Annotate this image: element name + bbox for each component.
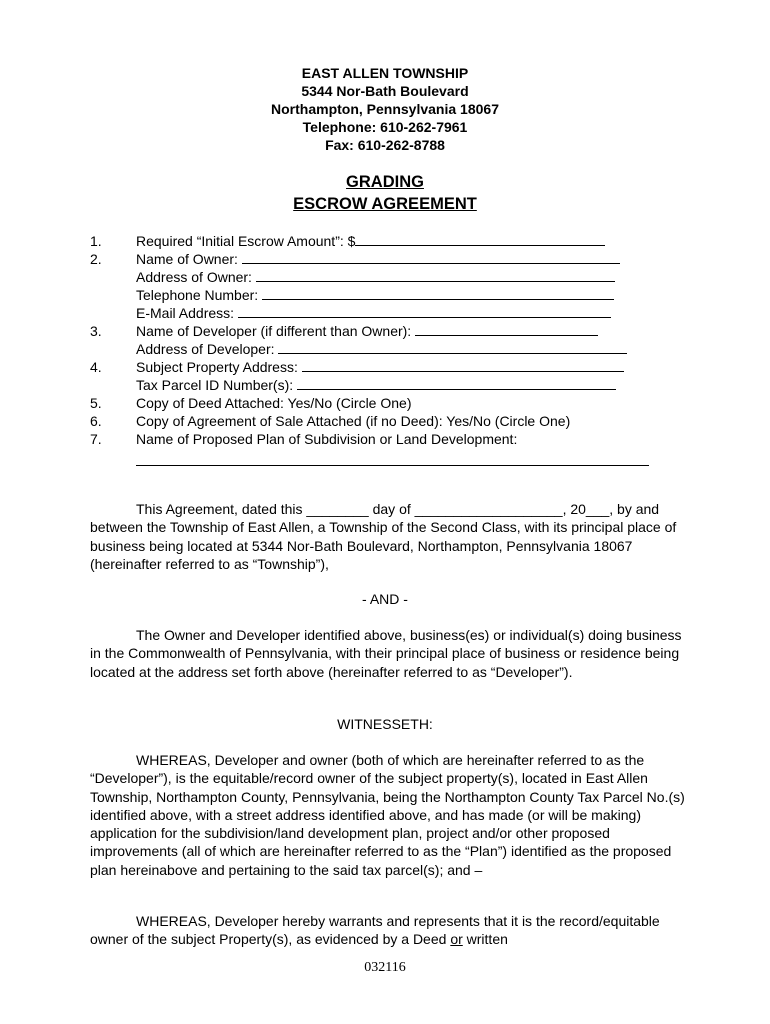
field-label: Telephone Number: xyxy=(136,287,259,303)
field-telephone xyxy=(90,286,690,304)
field-label: Address of Developer: xyxy=(136,341,275,357)
field-owner-name xyxy=(90,250,690,268)
owner-address-blank[interactable] xyxy=(256,268,615,282)
field-label: Name of Owner: xyxy=(136,251,238,267)
item-number: 3. xyxy=(90,323,102,339)
property-address-blank[interactable] xyxy=(302,358,624,372)
field-label: Name of Proposed Plan of Subdivision or Land Development: xyxy=(136,431,518,447)
document-title xyxy=(0,171,770,215)
item-number: 5. xyxy=(90,395,102,411)
item-number: 2. xyxy=(90,251,102,267)
developer-name-blank[interactable] xyxy=(415,322,598,336)
field-developer-name xyxy=(90,322,690,340)
item-number: 6. xyxy=(90,413,102,429)
field-label: Address of Owner: xyxy=(136,269,252,285)
whereas-paragraph-1: WHEREAS, Developer and owner (both of which are hereinafter referred to as the “Developer”), is the equitable/record owner of the subject property(s), located in East Allen Township, Northampton County, Pennsylvania, being the Northampton County Tax Parcel No.(s) identified above, with a street address identified above, and has made (or will be making) application for the subdivision/land development plan, project and/or other proposed improvements (all of which are hereinafter referred to as the “Plan”) identified as the proposed plan hereinabove and pertaining to the said tax parcel(s); and – xyxy=(90,752,685,878)
plan-name-blank[interactable] xyxy=(136,452,649,466)
item-number: 1. xyxy=(90,233,102,249)
form-code: 032116 xyxy=(364,960,406,975)
witnesseth-heading: WITNESSETH: xyxy=(337,716,433,732)
title-line-1: GRADING xyxy=(346,173,424,191)
agreement-paragraph-1: This Agreement, dated this ________ day of ___________________, 20___, by and between the Township of East Allen, a Township of the Second Class, with its principal place of business being located at 5344 Nor-Bath Boulevard, Northampton, Pennsylvania 18067 (hereinafter referred to as “Township”), xyxy=(90,501,677,572)
whereas-2-text: WHEREAS, Developer hereby warrants and represents that it is the record/equitable owner of the subject Property(s), as evidenced by a Deed xyxy=(90,913,660,948)
whereas-paragraph-2 xyxy=(90,912,690,949)
field-label: Copy of Agreement of Sale Attached (if no Deed): Yes/No (Circle One) xyxy=(136,413,571,429)
field-plan-name xyxy=(90,430,690,448)
form-fields xyxy=(90,232,690,470)
field-label: Required “Initial Escrow Amount”: $ xyxy=(136,233,356,249)
field-label: Tax Parcel ID Number(s): xyxy=(136,377,294,393)
whereas-2-or: or xyxy=(450,931,463,948)
township-fax: Fax: 610-262-8788 xyxy=(325,137,445,153)
agreement-paragraph-2: The Owner and Developer identified above, business(es) or individual(s) doing business in the Commonwealth of Pennsylvania, with their principal place of business or residence being located at the address set forth above (hereinafter referred to as “Developer”). xyxy=(90,627,682,680)
developer-address-blank[interactable] xyxy=(278,340,627,354)
field-deed-attached xyxy=(90,394,690,412)
field-label: Name of Developer (if different than Owner): xyxy=(136,323,412,339)
township-name: EAST ALLEN TOWNSHIP xyxy=(301,65,469,81)
township-telephone: Telephone: 610-262-7961 xyxy=(302,119,468,135)
field-initial-escrow xyxy=(90,232,690,250)
field-label: Subject Property Address: xyxy=(136,359,298,375)
township-city: Northampton, Pennsylvania 18067 xyxy=(271,101,499,117)
field-label: E-Mail Address: xyxy=(136,305,235,321)
township-letterhead xyxy=(0,64,770,154)
title-line-2: ESCROW AGREEMENT xyxy=(293,195,477,213)
field-developer-address xyxy=(90,340,690,358)
and-separator: - AND - xyxy=(362,591,408,607)
item-number: 4. xyxy=(90,359,102,375)
tax-parcel-blank[interactable] xyxy=(297,376,616,390)
email-blank[interactable] xyxy=(238,304,611,318)
field-label: Copy of Deed Attached: Yes/No (Circle One) xyxy=(136,395,412,411)
field-property-address xyxy=(90,358,690,376)
field-agreement-attached xyxy=(90,412,690,430)
item-number: 7. xyxy=(90,431,102,447)
owner-name-blank[interactable] xyxy=(242,250,620,264)
township-street: 5344 Nor-Bath Boulevard xyxy=(301,83,469,99)
field-tax-parcel xyxy=(90,376,690,394)
field-email xyxy=(90,304,690,322)
field-owner-address xyxy=(90,268,690,286)
telephone-blank[interactable] xyxy=(262,286,614,300)
whereas-2-text-end: written xyxy=(462,931,508,948)
field-plan-name-line xyxy=(90,448,690,470)
escrow-amount-blank[interactable] xyxy=(355,232,605,246)
